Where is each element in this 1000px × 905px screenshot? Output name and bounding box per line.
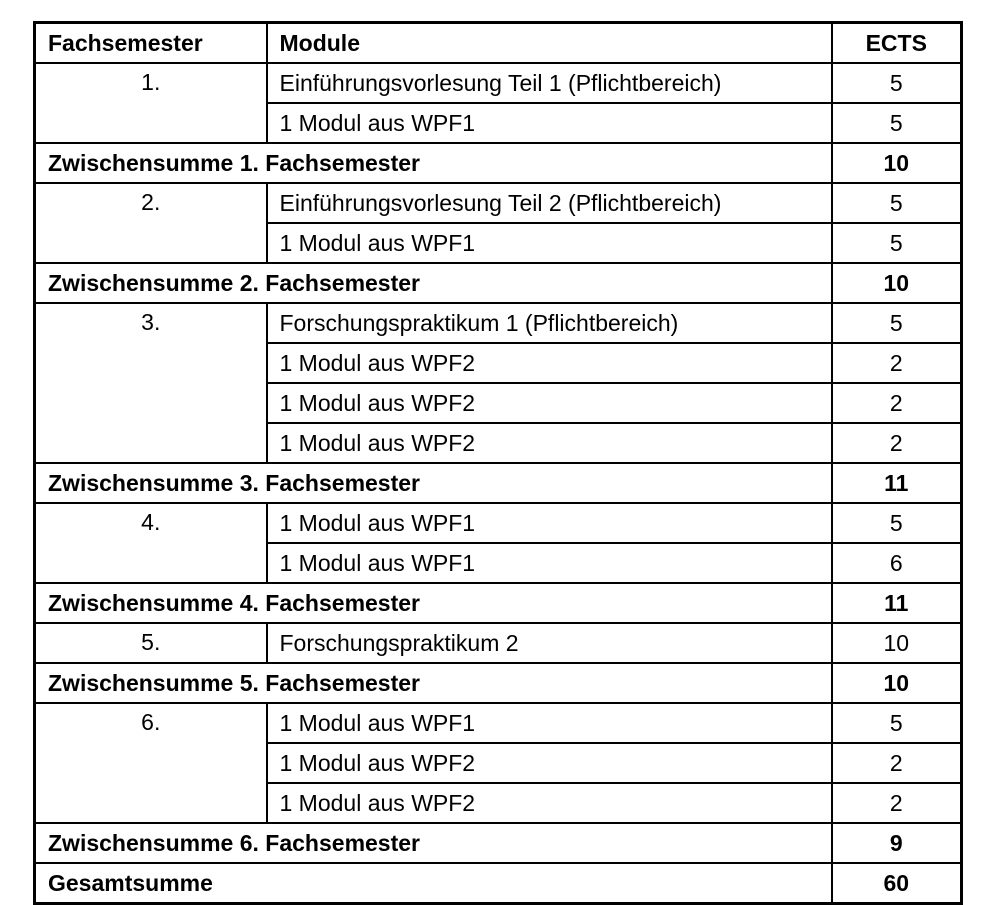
subtotal-row	[35, 143, 962, 183]
subtotal-ects-cell: 10	[832, 263, 962, 303]
total-row	[35, 863, 962, 904]
module-row	[35, 303, 962, 343]
ects-cell: 5	[832, 223, 962, 263]
ects-cell: 5	[832, 703, 962, 743]
ects-cell: 5	[832, 183, 962, 223]
semester-cell: 3.	[35, 303, 267, 463]
subtotal-ects-cell: 11	[832, 583, 962, 623]
subtotal-row	[35, 463, 962, 503]
subtotal-row	[35, 263, 962, 303]
subtotal-row	[35, 583, 962, 623]
semester-cell: 6.	[35, 703, 267, 823]
semester-cell: 4.	[35, 503, 267, 583]
subtotal-ects-cell: 10	[832, 143, 962, 183]
ects-cell: 5	[832, 103, 962, 143]
ects-cell: 2	[832, 743, 962, 783]
column-header-ects: ECTS	[832, 23, 962, 64]
module-cell: 1 Modul aus WPF2	[267, 783, 832, 823]
semester-cell: 5.	[35, 623, 267, 663]
column-header-module: Module	[267, 23, 832, 64]
semester-cell: 2.	[35, 183, 267, 263]
subtotal-row	[35, 823, 962, 863]
ects-cell: 2	[832, 343, 962, 383]
subtotal-label-cell: Zwischensumme 4. Fachsemester	[35, 583, 832, 623]
subtotal-label-cell: Zwischensumme 1. Fachsemester	[35, 143, 832, 183]
module-cell: 1 Modul aus WPF2	[267, 423, 832, 463]
module-row	[35, 183, 962, 223]
subtotal-ects-cell: 9	[832, 823, 962, 863]
header-row	[35, 23, 962, 64]
module-cell: 1 Modul aus WPF1	[267, 703, 832, 743]
table-body	[35, 63, 962, 904]
total-label-cell: Gesamtsumme	[35, 863, 832, 904]
module-cell: Forschungspraktikum 2	[267, 623, 832, 663]
module-cell: 1 Modul aus WPF2	[267, 383, 832, 423]
column-header-fachsemester: Fachsemester	[35, 23, 267, 64]
module-row	[35, 703, 962, 743]
ects-cell: 5	[832, 63, 962, 103]
module-cell: 1 Modul aus WPF1	[267, 543, 832, 583]
module-row	[35, 503, 962, 543]
module-row	[35, 63, 962, 103]
semester-cell: 1.	[35, 63, 267, 143]
module-cell: 1 Modul aus WPF2	[267, 743, 832, 783]
ects-cell: 2	[832, 783, 962, 823]
module-cell: 1 Modul aus WPF2	[267, 343, 832, 383]
module-cell: 1 Modul aus WPF1	[267, 103, 832, 143]
ects-cell: 2	[832, 423, 962, 463]
ects-cell: 6	[832, 543, 962, 583]
study-plan-table	[33, 21, 963, 905]
subtotal-ects-cell: 11	[832, 463, 962, 503]
module-cell: 1 Modul aus WPF1	[267, 503, 832, 543]
ects-cell: 5	[832, 503, 962, 543]
ects-cell: 5	[832, 303, 962, 343]
subtotal-label-cell: Zwischensumme 3. Fachsemester	[35, 463, 832, 503]
module-row	[35, 623, 962, 663]
subtotal-label-cell: Zwischensumme 2. Fachsemester	[35, 263, 832, 303]
total-ects-cell: 60	[832, 863, 962, 904]
module-cell: Einführungsvorlesung Teil 2 (Pflichtbereich)	[267, 183, 832, 223]
subtotal-row	[35, 663, 962, 703]
subtotal-label-cell: Zwischensumme 6. Fachsemester	[35, 823, 832, 863]
module-cell: Forschungspraktikum 1 (Pflichtbereich)	[267, 303, 832, 343]
subtotal-label-cell: Zwischensumme 5. Fachsemester	[35, 663, 832, 703]
ects-cell: 10	[832, 623, 962, 663]
subtotal-ects-cell: 10	[832, 663, 962, 703]
module-cell: Einführungsvorlesung Teil 1 (Pflichtbereich)	[267, 63, 832, 103]
module-cell: 1 Modul aus WPF1	[267, 223, 832, 263]
ects-cell: 2	[832, 383, 962, 423]
